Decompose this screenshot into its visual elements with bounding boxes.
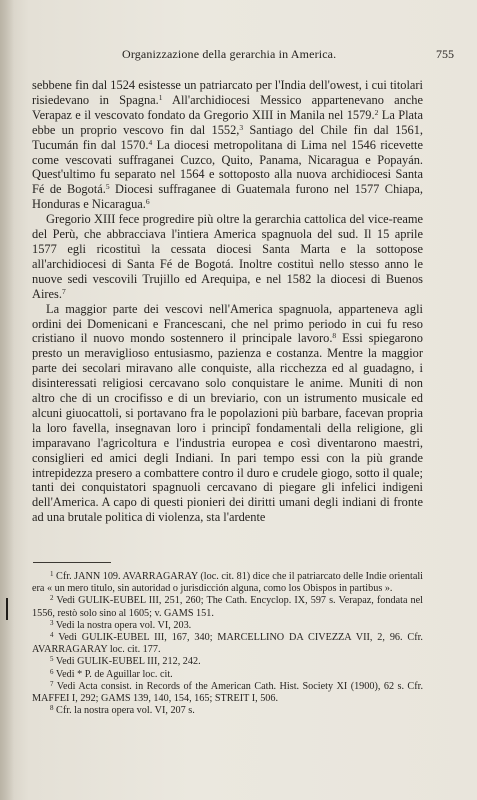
paragraph-1 [32,78,423,212]
footnote-3 [32,620,423,632]
body-text [32,78,423,525]
footnote-number: 7 [50,679,54,688]
paragraph-3 [32,302,423,526]
footnote-6 [32,669,423,681]
footnote-ref: 8 [332,331,337,341]
footnote-number: 6 [50,667,54,676]
footnote-4 [32,632,423,656]
footnote-8 [32,705,423,717]
footnote-divider [33,562,111,563]
running-title: Organizzazione della gerarchia in America. [122,47,337,61]
footnote-5 [32,656,423,668]
footnote-ref: 6 [145,197,150,207]
footnotes [32,571,423,717]
footnote-text: Vedi GULIK-EUBEL III, 251, 260; The Cath. Encyclop. IX, 597 s. Verapaz, fondata nel 1556, restò solo sino al 1605; v. GAMS 151. [32,595,423,619]
paragraph-text: La diocesi metropolitana di Lima nel 1546 ricevette come vescovati suffraganei Cuzco, Quito, Panama, Nicaragua e Popayán. Quest'ultimo fu separato nel 1564 e sottoposto alla nuova archidiocesi Santa Fé de Bogotá. [32,137,423,197]
footnote-ref: 5 [105,182,110,192]
footnote-number: 2 [50,594,54,603]
footnote-number: 3 [50,618,54,627]
page-number: 755 [436,47,454,61]
footnote-ref: 1 [158,92,163,102]
edge-mark [6,598,8,620]
paragraph-text: La Plata ebbe un proprio vescovo fin dal 1552, [32,107,423,137]
footnote-text: Cfr. la nostra opera vol. VI, 207 s. [56,705,195,717]
footnote-text: Vedi GULIK-EUBEL III, 212, 242. [55,656,201,668]
footnote-text: Vedi GULIK-EUBEL III, 167, 340; MARCELLINO DA CIVEZZA VII, 2, 96. Cfr. AVARRAGARAY loc. cit. 177. [32,632,423,656]
footnote-ref: 2 [374,107,379,117]
footnote-number: 5 [50,655,54,664]
footnote-number: 8 [50,704,54,713]
footnote-text: Vedi la nostra opera vol. VI, 203. [55,619,192,631]
paragraph-2 [32,212,423,301]
footnote-number: 1 [50,570,54,578]
paragraph-text: All'archidiocesi Messico appartenevano anche Verapaz e il vescovato fondato da Gregorio XIII in Manila nel 1579. [32,92,423,122]
footnote-1 [32,571,423,595]
paragraph-text: Diocesi suffraganee di Guatemala furono nel 1577 Chiapa, Honduras e Nicaragua. [32,182,423,212]
footnote-2 [32,595,423,619]
footnote-7 [32,681,423,705]
paragraph-text: La maggior parte dei vescovi nell'America spagnuola, apparteneva agli ordini dei Domenicani e Francescani, che nel primo periodo in cui fu reso cristiano il nuovo mondo sostennero il principale lavoro. [32,301,423,346]
spine-shadow [0,0,14,800]
footnote-ref: 3 [239,122,244,132]
paragraph-text: Santiago del Chile fin dal 1561, Tucumán fin dal 1570. [32,122,423,152]
footnote-text: Vedi * P. de Aguillar loc. cit. [55,668,173,680]
paragraph-text: sebbene fin dal 1524 esistesse un patriarcato per l'India dell'owest, i cui titolari risiedevano in Spagna. [32,78,423,107]
page-header [32,47,454,63]
footnote-ref: 7 [61,286,66,296]
paragraph-text: Essi spiegarono presto un meraviglioso entusiasmo, pazienza e costanza. Mentre la maggior parte dei secolari miravano alle conquiste, alla ricchezza ed al guadagno, i disinteressati religiosi cercavano solo conquistare le anime. Muniti di non altro che di un crocifisso e di un breviario, con un istrumento musicale ed alcuni giuocattoli, si portavano fra le popolazioni più barbare, facevan propria la loro favella, insegnavan loro i principî fondamentali della religione, gli imparavano l'agricoltura e l'industria europea e così diventarono maestri, consiglieri ed amici degli Indiani. In pari tempo essi con la più grande intrepidezza presero a combattere contro il duro e crudele giogo, sotto il quale; tanti dei conquistatori spagnuoli cercavano di piegare gli infelici indigeni dell'America. A capo di questi pionieri dei diritti umani degli indiani di fronte ad una brutale politica di violenza, sta l'ardente [32,331,423,525]
footnote-text: Vedi Acta consist. in Records of the American Cath. Hist. Society XI (1900), 62 s. Cfr. MAFFEI I, 292; GAMS 139, 140, 154, 165; STREIT I, 506. [32,680,423,705]
paragraph-text: Gregorio XIII fece progredire più oltre la gerarchia cattolica del vice-reame del Perù, che abbracciava l'intiera America spagnuola del sud. Il 15 aprile 1577 egli ricostituì la cessata diocesi Santa Marta e la sottopose all'archidiocesi di Santa Fé de Bogotá. Inoltre costituì nello stesso anno le nuove sedi vescovili Trujillo ed Arequipa, e nel 1582 la diocesi di Buenos Aires. [32,212,423,301]
footnote-ref: 4 [148,137,153,147]
footnote-text: Cfr. JANN 109. AVARRAGARAY (loc. cit. 81) dice che il patriarcato delle Indie orientali era « un mero titulo, sin autoridad o jurisdicción alguna, como los Obispos in partibus ». [32,571,424,595]
footnote-number: 4 [50,631,54,640]
